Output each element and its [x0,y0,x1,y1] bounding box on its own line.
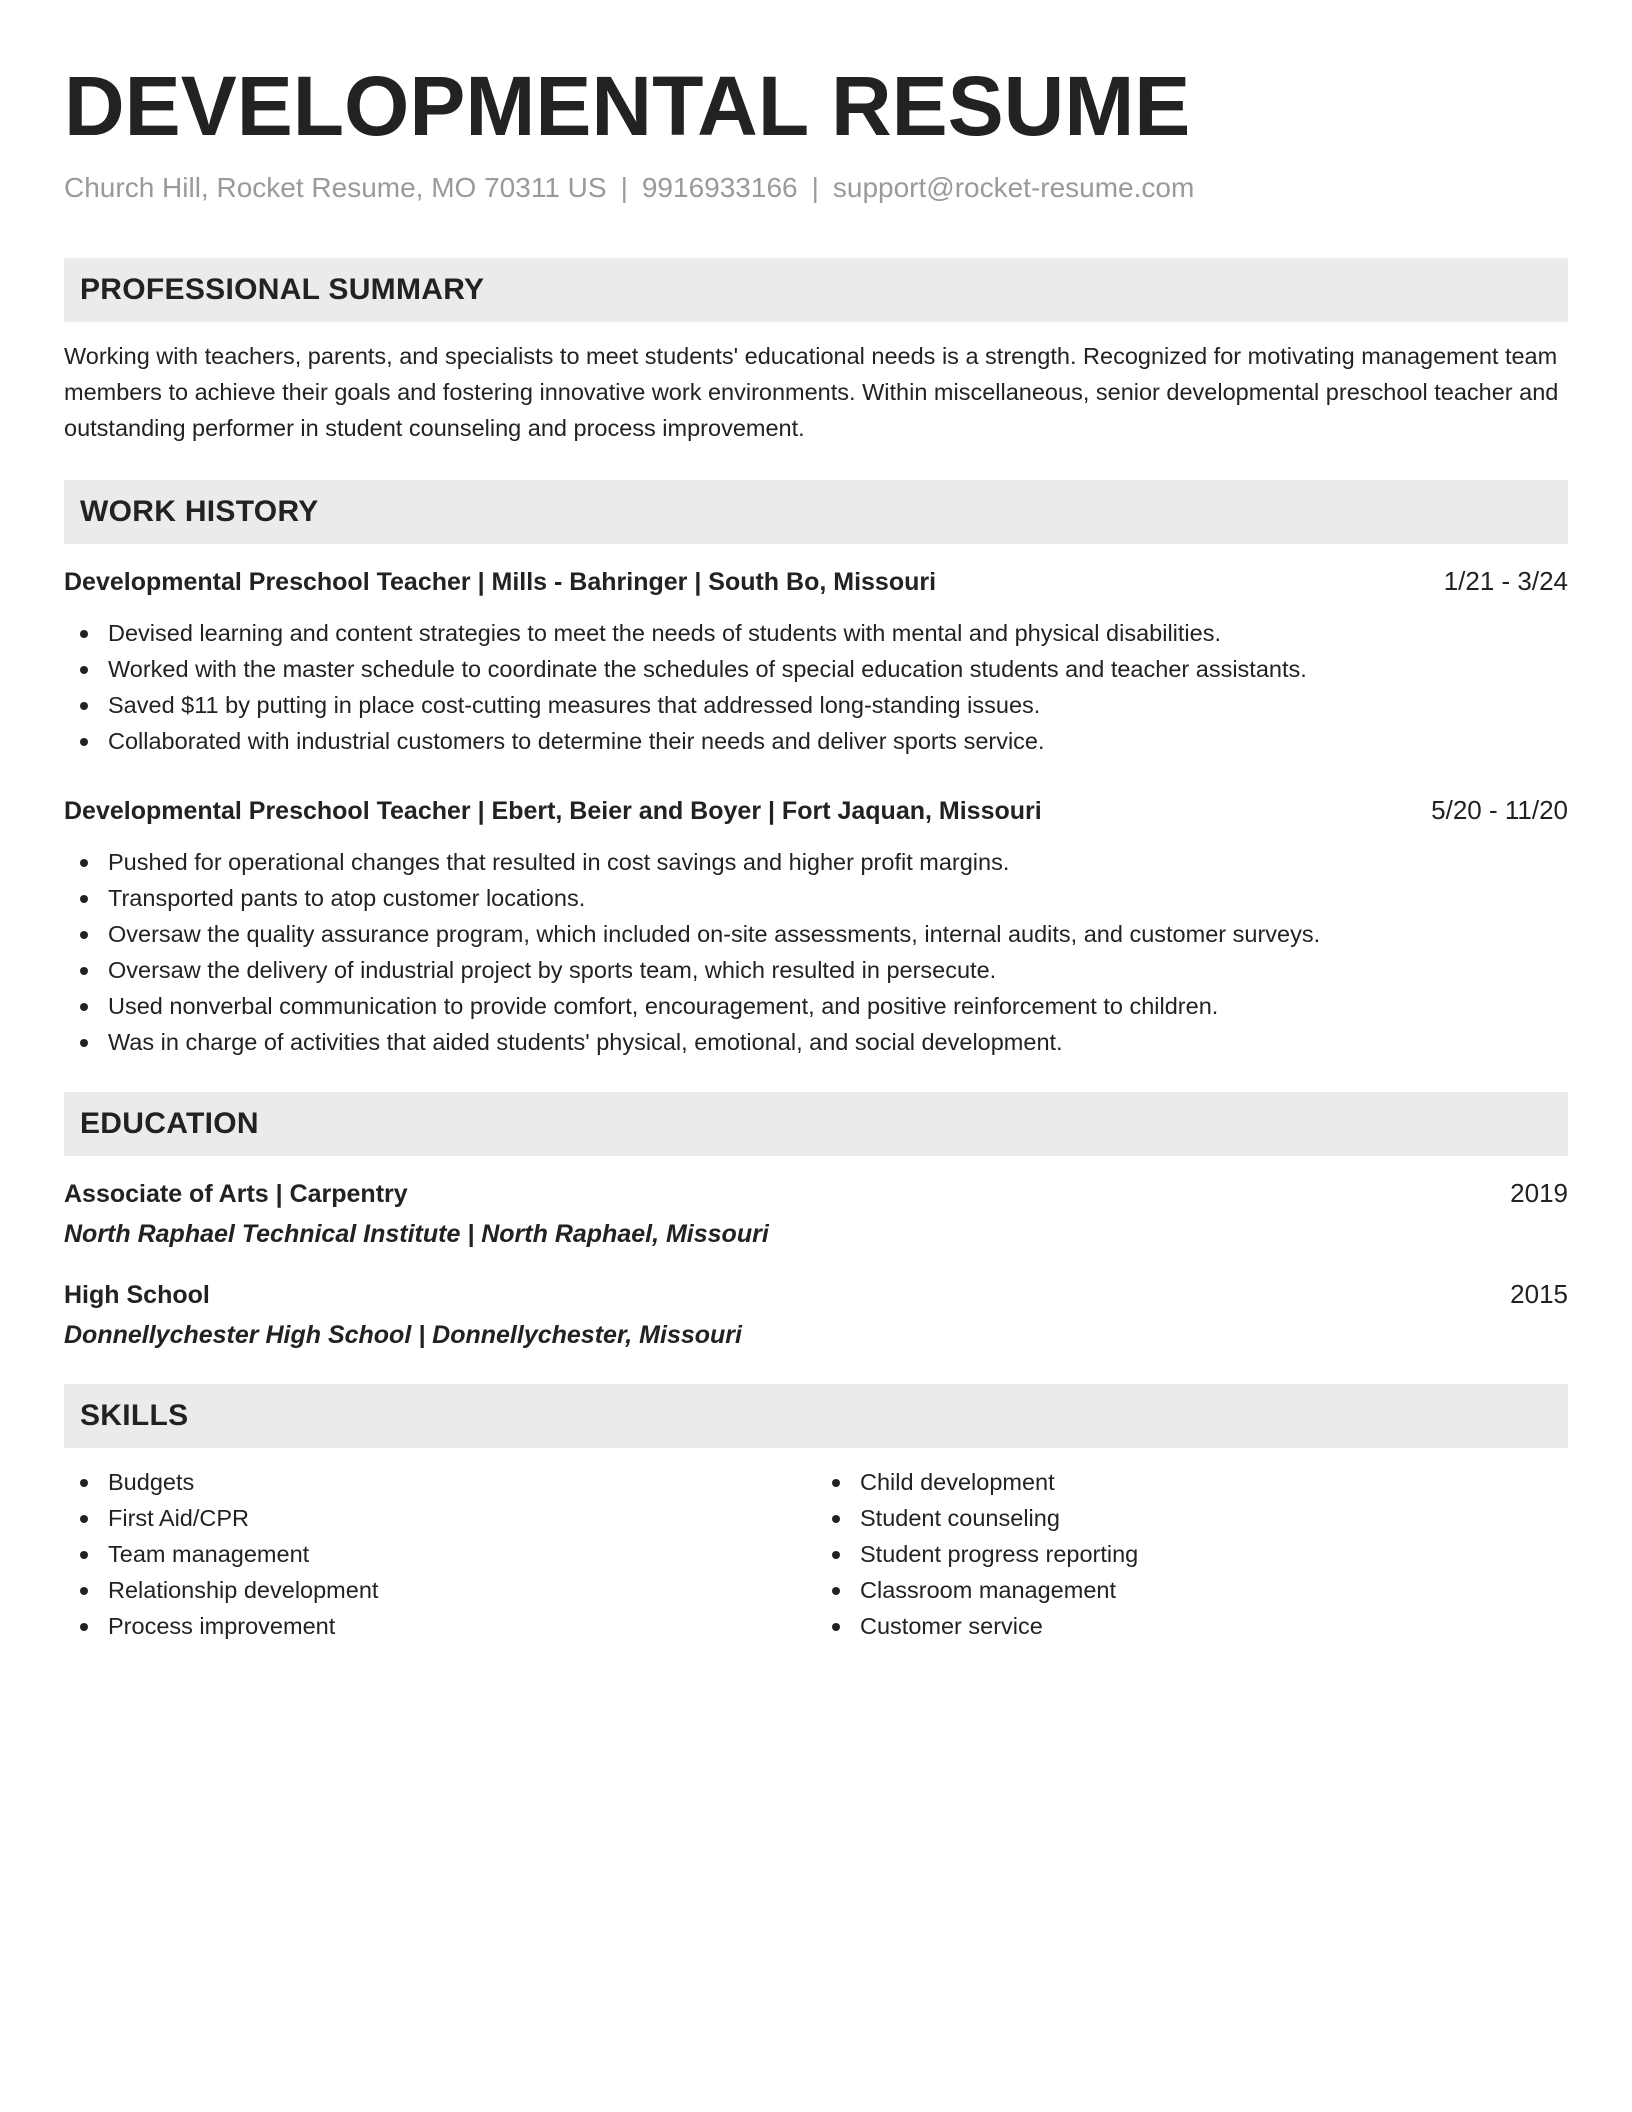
skill-item: Customer service [860,1608,1568,1644]
job-entry [64,793,1568,1060]
education-entry [64,1277,1568,1352]
resume-name: DEVELOPMENTAL RESUME [64,59,1191,153]
job-bullet: Transported pants to atop customer locations. [108,880,1568,916]
contact-line [64,168,1568,208]
skills-list-right [816,1464,1568,1644]
contact-address: Church Hill, Rocket Resume, MO 70311 US [64,172,607,203]
skill-item: Team management [108,1536,816,1572]
education-entry [64,1176,1568,1251]
section-header-work-history: WORK HISTORY [64,480,1568,544]
job-bullet: Worked with the master schedule to coordinate the schedules of special education students and teacher assistants. [108,651,1568,687]
skill-item: Child development [860,1464,1568,1500]
job-bullets [64,844,1568,1060]
section-header-skills: SKILLS [64,1384,1568,1448]
education-year: 2019 [1510,1178,1568,1208]
job-bullet: Oversaw the delivery of industrial project by sports team, which resulted in persecute. [108,952,1568,988]
section-header-summary: PROFESSIONAL SUMMARY [64,258,1568,322]
contact-separator: | [811,172,819,203]
job-bullet: Saved $11 by putting in place cost-cutting measures that addressed long-standing issues. [108,687,1568,723]
job-dates: 1/21 - 3/24 [1443,566,1568,596]
education-school: Donnellychester High School | Donnellychester, Missouri [64,1321,742,1349]
job-bullet: Pushed for operational changes that resulted in cost savings and higher profit margins. [108,844,1568,880]
job-bullet: Devised learning and content strategies to meet the needs of students with mental and physical disabilities. [108,615,1568,651]
job-bullet: Was in charge of activities that aided students' physical, emotional, and social development. [108,1024,1568,1060]
skill-item: Relationship development [108,1572,816,1608]
job-dates: 5/20 - 11/20 [1431,795,1568,825]
contact-phone: 9916933166 [641,172,798,203]
skill-item: Budgets [108,1464,816,1500]
summary-text: Working with teachers, parents, and specialists to meet students' educational needs is a strength. Recognized for motivating management team members to achieve their goals and fostering innovative work environments. Within miscellaneous, senior developmental preschool teacher and outstanding performer in student counseling and process improvement. [64,343,1559,441]
job-title: Developmental Preschool Teacher | Ebert, Beier and Boyer | Fort Jaquan, Missouri [64,797,1042,825]
skills-list-left [64,1464,816,1644]
skill-item: Student progress reporting [860,1536,1568,1572]
section-header-education: EDUCATION [64,1092,1568,1156]
education-school: North Raphael Technical Institute | North Raphael, Missouri [64,1220,769,1248]
job-bullet: Used nonverbal communication to provide comfort, encouragement, and positive reinforcement to children. [108,988,1568,1024]
skill-item: Classroom management [860,1572,1568,1608]
skill-item: First Aid/CPR [108,1500,816,1536]
education-degree: High School [64,1281,210,1309]
job-title: Developmental Preschool Teacher | Mills - Bahringer | South Bo, Missouri [64,568,937,596]
job-entry [64,564,1568,759]
job-bullets [64,615,1568,759]
skill-item: Student counseling [860,1500,1568,1536]
education-degree: Associate of Arts | Carpentry [64,1180,408,1208]
job-bullet: Oversaw the quality assurance program, which included on-site assessments, internal audits, and customer surveys. [108,916,1568,952]
skills-columns [64,1464,1568,1644]
job-bullet: Collaborated with industrial customers to determine their needs and deliver sports service. [108,723,1568,759]
skill-item: Process improvement [108,1608,816,1644]
education-year: 2015 [1510,1279,1568,1309]
contact-email: support@rocket-resume.com [832,172,1195,203]
contact-separator: | [620,172,628,203]
